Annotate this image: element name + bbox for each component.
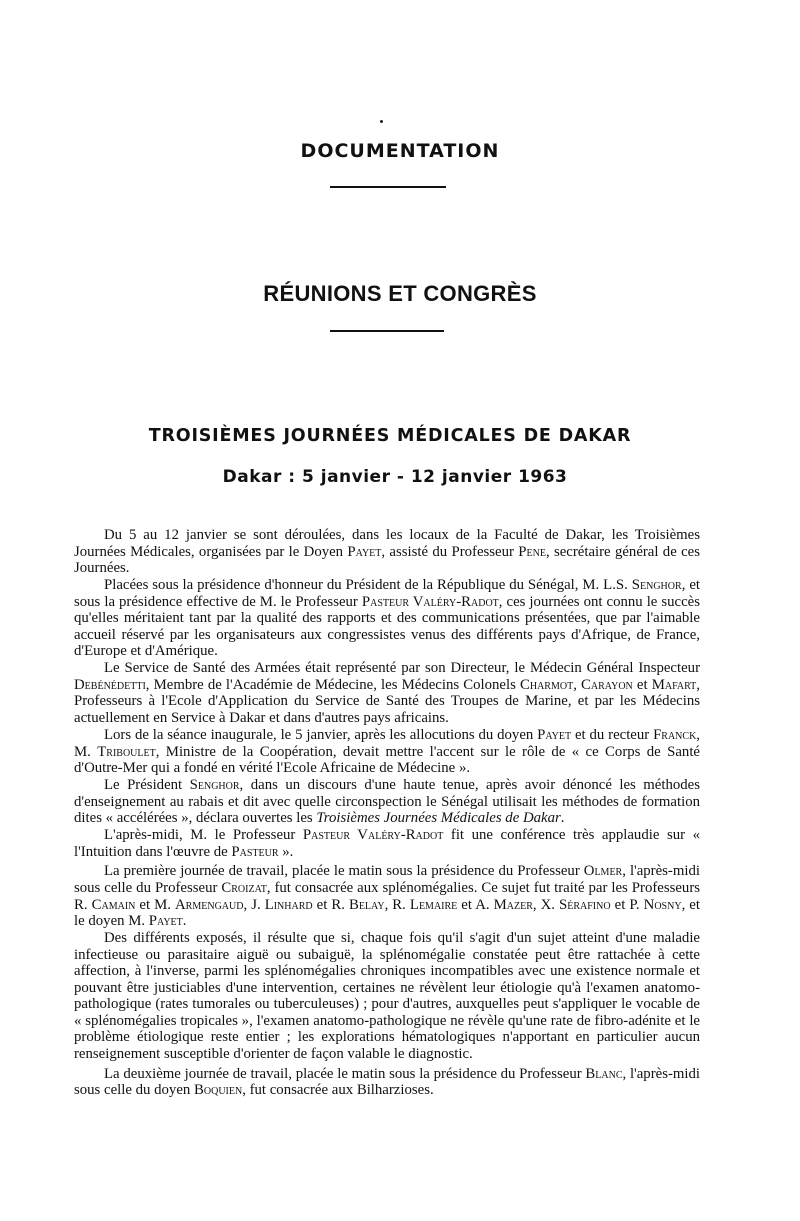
person-name: Sérafino [559,896,611,913]
article-dates: Dakar : 5 janvier - 12 janvier 1963 [222,467,568,487]
person-name: Mazer [493,896,533,913]
paragraph: Des différents exposés, il résulte que si, chaque fois qu'il s'agit d'un sujet atteint d'une maladie infectieuse ou parasitaire aiguë ou subaiguë, la splénomégalie constatée peut être rattachée à cette affection, à l'inverse, parmi les splénomégalies chroniques incompatibles avec une existence normale et pouvant être justiciables d'une intervention, certaines ne révèlent leur étiologie qu'à l'examen anatomo-pathologique (rates tumorales ou tuberculeuses) ; pour d'autres, auxquelles peut s'appliquer le vocable de « splénomégalies tropicales », l'examen anatomo-pathologique ne révèle qu'une rate de fibro-adénite et le problème étiologique reste entier ; les explorations hématologiques n'apportant en particulier aucun renseignement susceptible d'orienter de façon valable le diagnostic. [74,930,700,1062]
person-name: Pasteur Valéry-Radot [361,593,499,610]
person-name: Triboulet [97,743,156,760]
person-name: Payet [148,913,183,930]
paragraph: La première journée de travail, placée le matin sous la présidence du Professeur Olmer, l'après-midi sous celle du Professeur Croizat, fut consacrée aux splénomégalies. Ce sujet fut traité par les Professeurs R. Camain et M. Armengaud, J. Linhard et R. Belay, R. Lemaire et A. Mazer, X. Sérafino et P. Nosny, et le doyen M. Payet. [74,863,701,930]
section-heading: DOCUMENTATION [300,140,500,162]
article-title: TROISIÈMES JOURNÉES MÉDICALES DE DAKAR [148,426,632,446]
person-name: Pasteur Valéry-Radot [302,827,444,844]
person-name: Payet [347,543,382,560]
article-body [74,527,700,1099]
ornament-dot [380,120,383,123]
paragraph: Le Service de Santé des Armées était représenté par son Directeur, le Médecin Général Inspecteur Debénédetti, Membre de l'Académie de Médecine, les Médecins Colonels Charmot, Carayon et Mafart, Professeurs à l'Ecole d'Application du Service de Santé des Troupes de Marine, et par les Médecins actuellement en Service à Dakar et dans d'autres pays africains. [74,660,700,727]
person-name: Lemaire [409,896,458,913]
page-title: RÉUNIONS ET CONGRÈS [263,281,537,306]
person-name: Camain [91,896,136,913]
person-name: Franck [653,727,697,744]
person-name: Armengaud [175,896,244,913]
person-name: Carayon [581,676,633,693]
person-name: Olmer [583,863,623,880]
paragraph: Le Président Senghor, dans un discours d'une haute tenue, après avoir dénoncé les méthodes d'enseignement au rabais et dit avec quelle circonspection le Sénégal utilisait les méthodes de formation dites « accélérées », déclara ouvertes les Troisièmes Journées Médicales de Dakar. [74,777,700,827]
paragraph: Placées sous la présidence d'honneur du Président de la République du Sénégal, M. L.S. Senghor, et sous la présidence effective de M. le Professeur Pasteur Valéry-Radot, ces journées ont connu le succès qu'elles méritaient tant par la qualité des rapports et des communications présentées, que par l'aimable accueil réservé par les organisateurs aux congressistes venus des différents pays d'Afrique, de France, d'Europe et d'Amérique. [74,577,701,660]
person-name: Croizat [221,879,267,896]
person-name: Senghor [189,777,240,794]
event-title: Troisièmes Journées Médicales de Dakar [316,810,561,827]
person-name: Belay [348,896,385,913]
paragraph: L'après-midi, M. le Professeur Pasteur Valéry-Radot fit une conférence très applaudie sur « l'Intuition dans l'œuvre de Pasteur ». [74,827,700,860]
person-name: Pene [518,543,546,560]
person-name: Blanc [585,1065,623,1082]
person-name: Nosny [643,896,682,913]
paragraph: La deuxième journée de travail, placée le matin sous la présidence du Professeur Blanc, l'après-midi sous celle du doyen Boquien, fut consacrée aux Bilharzioses. [74,1065,701,1099]
paragraph: Du 5 au 12 janvier se sont déroulées, dans les locaux de la Faculté de Dakar, les Troisièmes Journées Médicales, organisées par le Doyen Payet, assisté du Professeur Pene, secrétaire général de ces Journées. [74,527,700,577]
person-name: Pasteur [231,843,279,860]
person-name: Charmot [519,676,574,693]
person-name: Payet [537,727,572,744]
person-name: Linhard [264,896,313,913]
paragraph: Lors de la séance inaugurale, le 5 janvier, après les allocutions du doyen Payet et du recteur Franck, M. Triboulet, Ministre de la Coopération, devait mettre l'accent sur le rôle de « ce Corps de Santé d'Outre-Mer qui a fondé en vérité l'Ecole Africaine de Médecine ». [74,727,700,777]
person-name: Boquien [194,1082,243,1099]
person-name: Senghor [631,577,682,594]
person-name: Debénédetti [74,676,146,693]
divider-rule [330,330,444,332]
person-name: Mafart [651,676,697,693]
divider-rule [330,186,446,188]
